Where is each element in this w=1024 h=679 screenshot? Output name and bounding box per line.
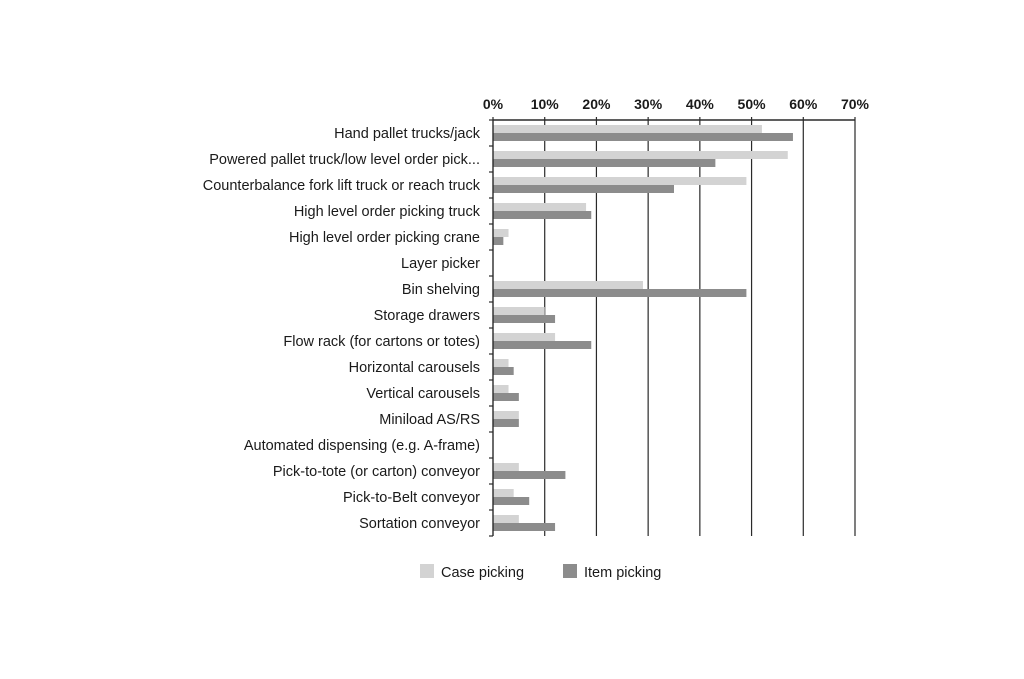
category-label: High level order picking crane [288, 230, 480, 246]
x-tick-label: 0% [482, 96, 504, 112]
x-tick-label: 30% [634, 96, 663, 112]
category-label: Flow rack (for cartons or totes) [283, 334, 480, 350]
legend-label: Case picking [441, 565, 525, 581]
bar-case-picking [493, 411, 519, 419]
bar-item-picking [493, 393, 519, 401]
category-label: Storage drawers [373, 308, 480, 324]
x-tick-label: 20% [582, 96, 611, 112]
category-label: Powered pallet truck/low level order pick... [209, 152, 480, 168]
x-axis-ticks [483, 96, 870, 120]
category-label: Bin shelving [401, 282, 480, 298]
bars [493, 125, 793, 531]
category-label: Vertical carousels [366, 386, 480, 402]
legend-swatch [420, 564, 434, 578]
category-label: Sortation conveyor [359, 516, 480, 532]
x-tick-label: 40% [685, 96, 714, 112]
bar-item-picking [493, 497, 529, 505]
bar-case-picking [493, 489, 514, 497]
bar-case-picking [493, 463, 519, 471]
bar-case-picking [493, 333, 555, 341]
bar-case-picking [493, 515, 519, 523]
bar-item-picking [493, 237, 503, 245]
bar-item-picking [493, 341, 591, 349]
category-label: Layer picker [401, 256, 480, 272]
category-label: High level order picking truck [293, 204, 480, 220]
category-label: Hand pallet trucks/jack [334, 126, 480, 142]
bar-item-picking [493, 159, 715, 167]
bar-case-picking [493, 229, 509, 237]
bar-case-picking [493, 359, 509, 367]
category-label: Pick-to-tote (or carton) conveyor [272, 464, 480, 480]
x-tick-label: 10% [530, 96, 559, 112]
bar-case-picking [493, 125, 762, 133]
x-tick-label: 70% [840, 96, 870, 112]
x-tick-label: 60% [789, 96, 818, 112]
legend-swatch [563, 564, 577, 578]
bar-item-picking [493, 315, 555, 323]
bar-item-picking [493, 289, 746, 297]
bar-item-picking [493, 133, 793, 141]
bar-item-picking [493, 471, 565, 479]
category-label: Automated dispensing (e.g. A-frame) [243, 438, 480, 454]
category-label: Miniload AS/RS [379, 412, 480, 428]
bar-case-picking [493, 151, 788, 159]
bar-item-picking [493, 523, 555, 531]
legend [420, 564, 661, 581]
x-tick-label: 50% [737, 96, 766, 112]
bar-item-picking [493, 211, 591, 219]
bar-item-picking [493, 185, 674, 193]
bar-case-picking [493, 307, 545, 315]
legend-label: Item picking [584, 565, 662, 581]
bar-item-picking [493, 367, 514, 375]
category-label: Horizontal carousels [348, 360, 480, 376]
category-label: Pick-to-Belt conveyor [343, 490, 480, 506]
bar-case-picking [493, 203, 586, 211]
category-label: Counterbalance fork lift truck or reach truck [202, 178, 480, 194]
category-labels [203, 126, 481, 532]
bar-case-picking [493, 281, 643, 289]
bar-case-picking [493, 385, 509, 393]
bar-case-picking [493, 177, 746, 185]
bar-item-picking [493, 419, 519, 427]
